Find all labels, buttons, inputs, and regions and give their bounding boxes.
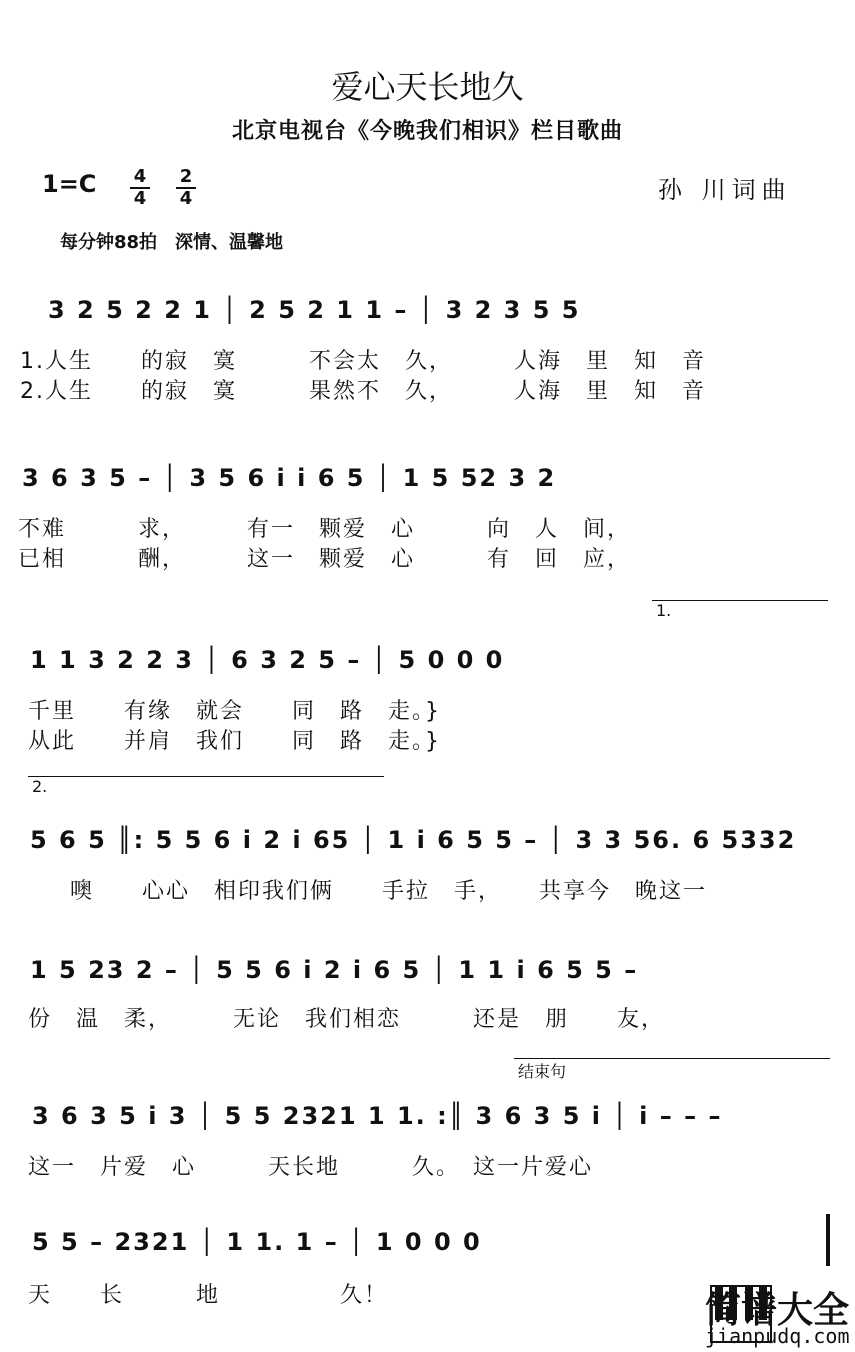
tempo-marking: 每分钟88拍 深情、温馨地 (60, 232, 284, 253)
key-signature: 1=C (42, 170, 97, 198)
notes-line-2: 3 6 3 5 – │ 3 5 6 i i 6 5 │ 1 5 52 3 2 (22, 464, 557, 492)
song-subtitle: 北京电视台《今晚我们相识》栏目歌曲 (231, 119, 623, 144)
lyrics-line-2-verse-1: 不难 求， 有一 颗爱 心 向 人 间， (18, 517, 632, 542)
lyrics-line-7: 天 长 地 久！ (28, 1283, 389, 1308)
notes-line-3: 1 1 3 2 2 3 │ 6 3 2 5 – │ 5 0 0 0 (30, 646, 505, 674)
time-sig-bottom: 4 (133, 188, 147, 209)
notes-line-5: 1 5 23 2 – │ 5 5 6 i 2 i 6 5 │ 1 1 i 6 5 5 – (30, 956, 639, 984)
notes-line-4: 5 6 5 ║: 5 5 6 i 2 i 65 │ 1 i 6 5 5 – │ 3 3 56. 6 5332 (30, 826, 797, 854)
site-logo-name: 简谱大全 (705, 1290, 850, 1331)
ending-phrase-label: 结束句 (514, 1058, 830, 1082)
author-credit: 孙 川词曲 (658, 176, 792, 204)
notes-line-6: 3 6 3 5 i 3 │ 5 5 2321 1 1. :║ 3 6 3 5 i │ i – – – (32, 1102, 723, 1130)
time-sig-top: 4 (133, 166, 147, 187)
lyrics-line-5: 份 温 柔， 无论 我们相恋 还是 朋 友， (28, 1007, 666, 1032)
lyrics-line-3-verse-1: 千里 有缘 就会 同 路 走。} (28, 699, 441, 724)
lyrics-line-4: 噢 心心 相印我们俩 手拉 手， 共享今 晚这一 (70, 879, 708, 904)
lyrics-line-6: 这一 片爱 心 天长地 久。 这一片爱心 (28, 1155, 594, 1180)
time-signature-24 (176, 168, 196, 208)
lyrics-line-3-verse-2: 从此 并肩 我们 同 路 走。} (28, 729, 441, 754)
volta-second-ending: 2. (28, 776, 384, 796)
time-sig-top: 2 (179, 166, 193, 187)
lyrics-line-1-verse-1: 1.人生 的寂 寞 不会太 久， 人海 里 知 音 (20, 349, 706, 374)
lyrics-line-2-verse-2: 已相 酬， 这一 颗爱 心 有 回 应， (18, 547, 632, 572)
volta-first-ending: 1. (652, 600, 828, 620)
site-logo-url: jianpudq.com (705, 1324, 850, 1348)
final-barline (826, 1214, 830, 1266)
lyrics-line-1-verse-2: 2.人生 的寂 寞 果然不 久， 人海 里 知 音 (20, 379, 706, 404)
notes-line-1: 3 2 5 2 2 1 │ 2 5 2 1 1 – │ 3 2 3 5 5 (48, 296, 581, 324)
notes-line-7: 5 5 – 2321 │ 1 1. 1 – │ 1 0 0 0 (32, 1228, 482, 1256)
song-title: 爱心天长地久 (331, 68, 524, 106)
time-sig-bottom: 4 (179, 188, 193, 209)
time-signature-44 (130, 168, 150, 208)
